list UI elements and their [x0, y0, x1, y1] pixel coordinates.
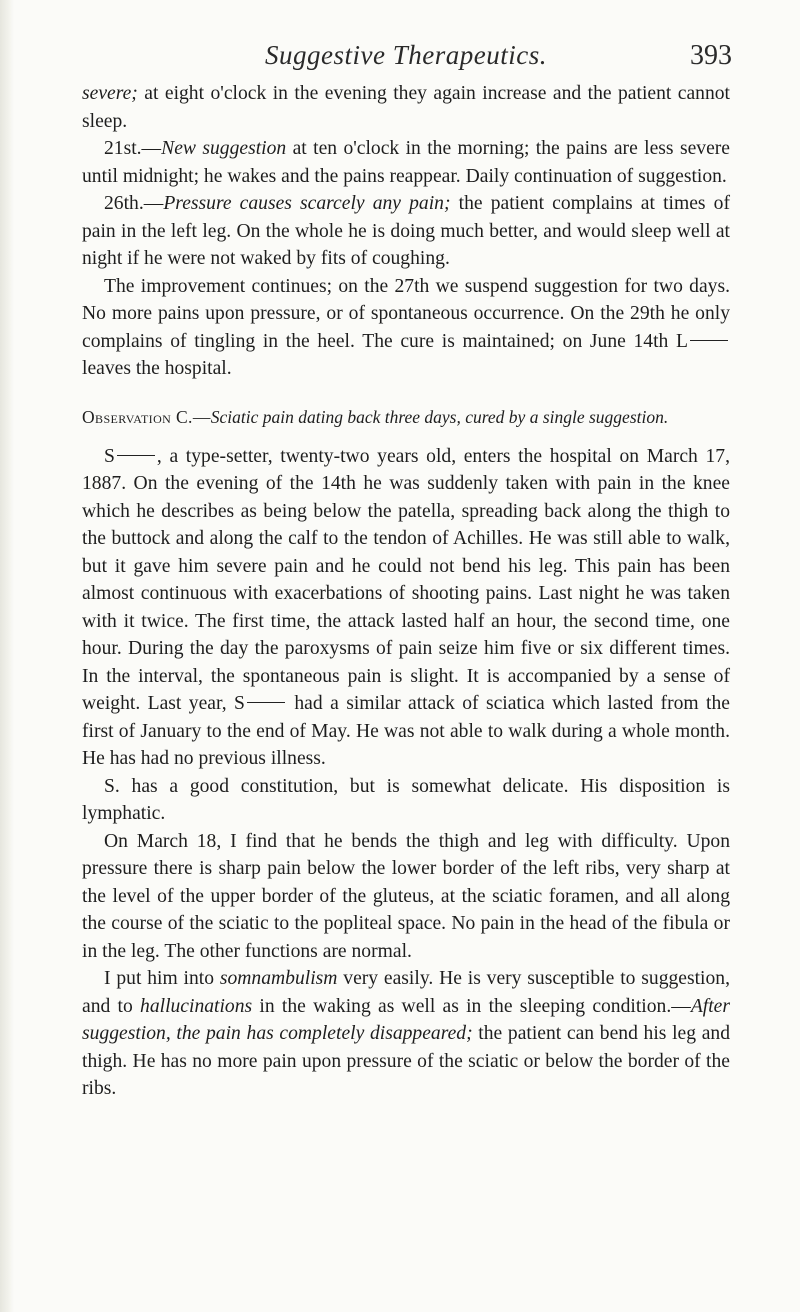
date-label: 21st.— [104, 138, 162, 159]
paragraph-text: leaves the hospital. [82, 358, 232, 379]
paragraph-improvement [82, 273, 730, 383]
paragraph-somnambulism [82, 965, 730, 1103]
italic-lead: severe; [82, 83, 138, 104]
italic-phrase: Pressure causes scarcely any pain; [163, 193, 451, 214]
paragraph-text: The improvement continues; on the 27th we suspend suggestion for two days. No more pains upon pressure, or of spontaneous occurrence. On the 29th he only complains of tingling in the heel. The cure is maintained; on June 14th L [82, 275, 730, 352]
italic-phrase: hallucinations [140, 995, 253, 1017]
running-title: Suggestive Therapeutics. [265, 40, 547, 70]
observation-subtitle: Sciatic pain dating back three days, cured by a single suggestion. [210, 406, 669, 427]
book-page [82, 40, 730, 1103]
paragraph-text: S. has a good constitution, but is somewhat delicate. His disposition is lymphatic. [82, 775, 730, 824]
paragraph-text: the patient can bend his leg and thigh. He has no more pain upon pressure of the sciatic or below the border of the ribs. [82, 1023, 730, 1099]
date-label: 26th.— [104, 193, 164, 214]
observation-label: Observation C.— [82, 406, 211, 427]
paragraph-continued [82, 80, 730, 135]
italic-phrase: After suggestion, the pain has completely disappeared; [82, 995, 731, 1044]
paragraph-text: very easily. He is very susceptible to suggestion, and to [82, 968, 730, 1017]
name-dash [117, 455, 155, 456]
italic-phrase: New suggestion [161, 138, 287, 159]
initial-letter: S [104, 445, 115, 467]
paragraph-21st [82, 135, 730, 190]
page-number: 393 [690, 40, 732, 71]
paragraph-text: at eight o'clock in the evening they again increase and the patient cannot sleep. [82, 83, 730, 132]
paragraph-march-18 [82, 828, 730, 966]
paragraph-text: had a similar attack of sciatica which lasted from the first of January to the end of May. He was not able to walk during a whole month. He has had no previous illness. [82, 693, 730, 769]
page-gutter-shadow [0, 0, 14, 1312]
paragraph-text: , a type-setter, twenty-two years old, enters the hospital on March 17, 1887. On the evening of the 14th he was suddenly taken with pain in the knee which he describes as being below the patella, spreading back along the thigh to the buttock and along the calf to the tendon of Achilles. He was still able to walk, but it gave him severe pain and he could not bend his leg. This pain has been almost continuous with exacerbations of shooting pains. Last night he was taken with it twice. The first time, the attack lasted half an hour, the second time, one hour. During the day the paroxysms of pain seize him five or six different times. In the interval, the spontaneous pain is slight. It is accompanied by a sense of weight. Last year, S [82, 445, 730, 714]
name-dash [690, 340, 728, 341]
running-head [82, 40, 730, 80]
paragraph-text: I put him into [104, 968, 220, 989]
observation-heading [82, 405, 730, 429]
paragraph-constitution [82, 773, 730, 828]
name-dash [247, 702, 285, 703]
paragraph-text: at ten o'clock in the morning; the pains are less severe until midnight; he wakes and the pains reappear. Daily continuation of suggestion. [82, 138, 730, 187]
paragraph-text: the patient complains at times of pain in the left leg. On the whole he is doing much better, and would sleep well at night if he were not waked by fits of coughing. [82, 193, 730, 269]
italic-phrase: somnambulism [219, 968, 338, 989]
paragraph-26th [82, 190, 730, 273]
paragraph-case-history [82, 443, 730, 773]
paragraph-text: in the waking as well as in the sleeping condition.— [252, 995, 691, 1017]
paragraph-text: On March 18, I find that he bends the thigh and leg with difficulty. Upon pressure there is sharp pain below the lower border of the left ribs, very sharp at the level of the upper border of the gluteus, at the sciatic foramen, and all along the course of the sciatic to the popliteal space. No pain in the head of the fibula or in the leg. The other functions are normal. [82, 830, 730, 962]
